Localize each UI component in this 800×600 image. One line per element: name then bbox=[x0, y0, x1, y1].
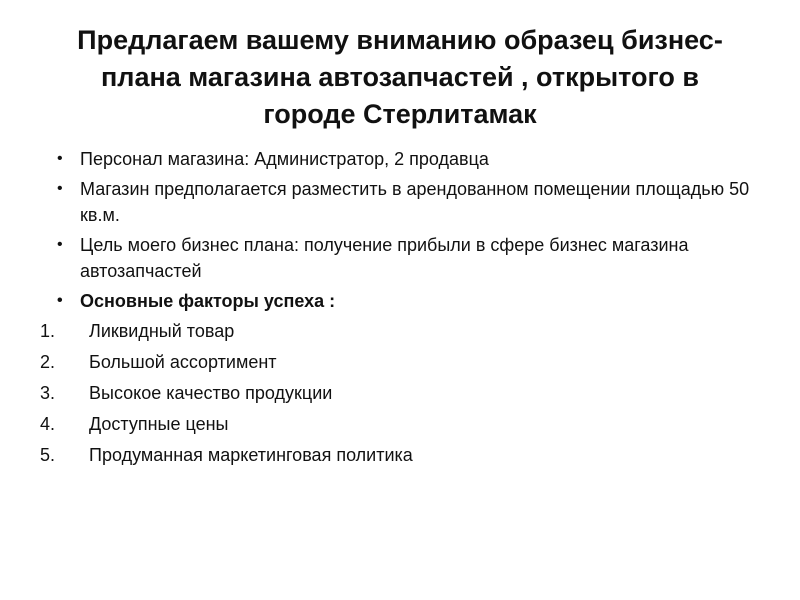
factor-text: Ликвидный товар bbox=[89, 321, 235, 341]
bullet-icon: • bbox=[57, 292, 63, 309]
bullet-icon: • bbox=[57, 180, 63, 197]
bullet-text: Персонал магазина: Администратор, 2 продавца bbox=[80, 149, 489, 169]
bullet-item-staff bbox=[57, 146, 760, 172]
bullet-icon: • bbox=[57, 150, 63, 167]
slide-title: Предлагаем вашему вниманию образец бизнес-плана магазина автозапчастей , открытого в городе Стерлитамак bbox=[77, 25, 723, 129]
bullet-list bbox=[0, 146, 800, 314]
factor-text: Продуманная маркетинговая политика bbox=[89, 445, 413, 465]
factor-item bbox=[0, 349, 800, 380]
factor-number: 1. bbox=[40, 321, 56, 341]
bullet-icon: • bbox=[57, 236, 63, 253]
factor-number: 5. bbox=[40, 445, 56, 465]
factor-number: 3. bbox=[40, 383, 56, 403]
factor-item bbox=[0, 318, 800, 349]
factor-text: Доступные цены bbox=[89, 414, 229, 434]
slide-body bbox=[0, 146, 800, 473]
bullet-text: Магазин предполагается разместить в арендованном помещении площадью 50 кв.м. bbox=[80, 179, 750, 225]
factor-number: 2. bbox=[40, 352, 56, 372]
bullet-item-goal bbox=[57, 232, 760, 284]
factor-text: Большой ассортимент bbox=[89, 352, 277, 372]
factors-list bbox=[0, 318, 800, 473]
bullet-text: Основные факторы успеха : bbox=[80, 291, 336, 311]
factor-text: Высокое качество продукции bbox=[89, 383, 333, 403]
factor-item bbox=[0, 380, 800, 411]
bullet-item-success-factors bbox=[57, 288, 760, 314]
factor-item bbox=[0, 442, 800, 473]
factor-item bbox=[0, 411, 800, 442]
bullet-text: Цель моего бизнес плана: получение прибыли в сфере бизнес магазина автозапчастей bbox=[80, 235, 689, 281]
bullet-item-premises bbox=[57, 176, 760, 228]
factor-number: 4. bbox=[40, 414, 56, 434]
